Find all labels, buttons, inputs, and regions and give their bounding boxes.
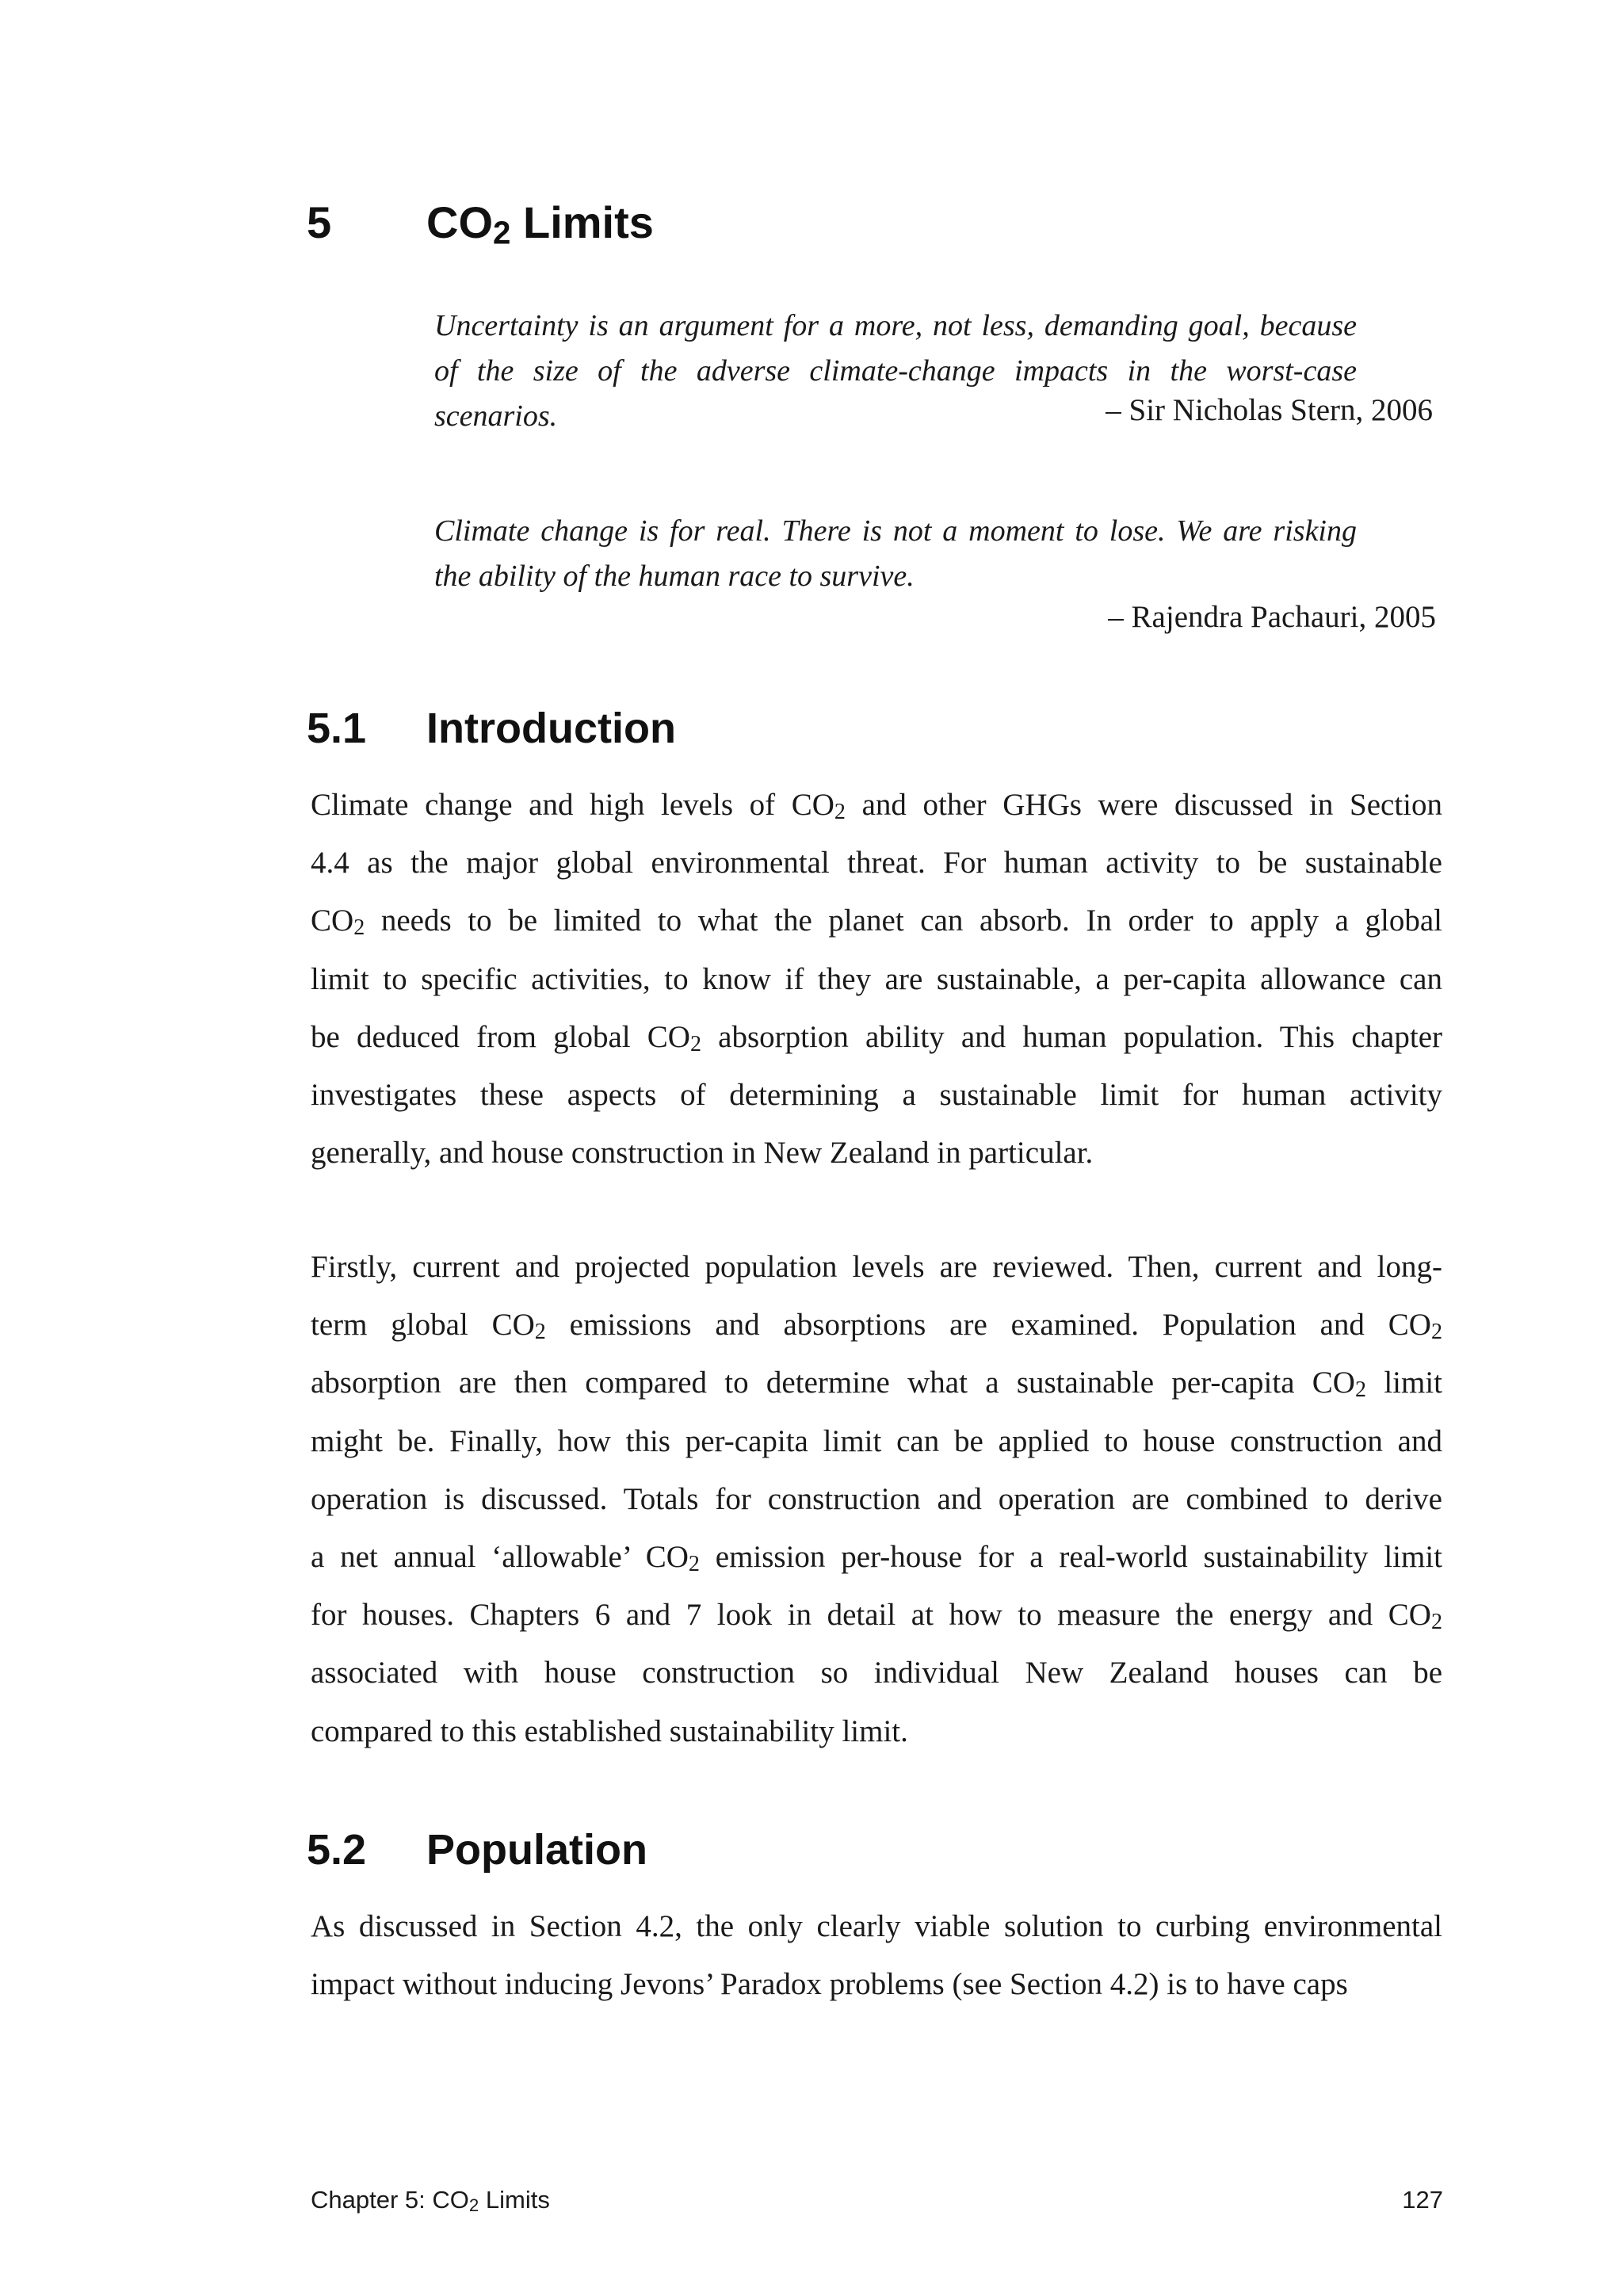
text-line: investigates these aspects of determining a sustainable limit for human activity <box>311 1078 1442 1113</box>
text-line: absorption are then compared to determine what a sustainable per-capita $CO_2$ limit <box>311 1366 1442 1403</box>
body-paragraph <box>311 776 1442 1182</box>
text-line: a net annual ‘allowable’ $CO_2$ emission per-house for a real-world sustainability limit <box>311 1540 1442 1577</box>
text-line: term global $CO_2$ emissions and absorptions are examined. Population and $CO_2$ <box>311 1308 1442 1345</box>
section-number: 5.2 <box>307 1826 367 1874</box>
text-line: 4.4 as the major global environmental threat. For human activity to be sustainable <box>311 846 1442 881</box>
quote-line: Uncertainty is an argument for a more, not less, demanding goal, because <box>434 309 1357 342</box>
chapter-number: 5 <box>307 197 332 247</box>
text-line: might be. Finally, how this per-capita limit can be applied to house construction and <box>311 1423 1442 1458</box>
text-line: impact without inducing Jevons’ Paradox problems (see Section 4.2) is to have caps <box>311 1967 1348 2002</box>
epigraph-attribution-2: – Rajendra Pachauri, 2005 <box>1108 600 1436 634</box>
footer-chapter-label: Chapter 5: $CO_2$ Limits <box>311 2186 550 2216</box>
text-line: limit to specific activities, to know if they are sustainable, a per-capita allowance can <box>311 961 1442 996</box>
epigraph-attribution-1: – Sir Nicholas Stern, 2006 <box>1106 393 1433 427</box>
epigraph-quote-2 <box>434 509 1357 599</box>
text-line: for houses. Chapters 6 and 7 look in detail at how to measure the energy and $CO_2$ <box>311 1598 1442 1635</box>
quote-line: the ability of the human race to survive. <box>434 560 915 593</box>
text-line: be deduced from global $CO_2$ absorption ability and human population. This chapter <box>311 1019 1442 1056</box>
section-number: 5.1 <box>307 705 367 752</box>
body-paragraph <box>311 1238 1442 1760</box>
text-line: compared to this established sustainability limit. <box>311 1713 908 1748</box>
page-number: 127 <box>1402 2186 1443 2214</box>
text-line: associated with house construction so individual New Zealand houses can be <box>311 1656 1442 1690</box>
quote-line: Climate change is for real. There is not a moment to lose. We are risking <box>434 514 1357 548</box>
section-title: Population <box>426 1826 647 1874</box>
text-line: As discussed in Section 4.2, the only clearly viable solution to curbing environmental <box>311 1909 1442 1943</box>
quote-line: of the size of the adverse climate-change impacts in the worst-case scenarios. <box>434 354 1357 433</box>
text-line: Firstly, current and projected population levels are reviewed. Then, current and long- <box>311 1250 1442 1284</box>
text-line: operation is discussed. Totals for construction and operation are combined to derive <box>311 1481 1442 1516</box>
chapter-title: $CO_2$ Limits <box>426 197 654 251</box>
section-title: Introduction <box>426 705 676 752</box>
text-line: Climate change and high levels of $CO_2$ and other GHGs were discussed in Section <box>311 788 1442 825</box>
text-line: generally, and house construction in New Zealand in particular. <box>311 1136 1094 1171</box>
body-paragraph <box>311 1897 1442 2013</box>
text-line: $CO_2$ needs to be limited to what the planet can absorb. In order to apply a global <box>311 904 1442 941</box>
